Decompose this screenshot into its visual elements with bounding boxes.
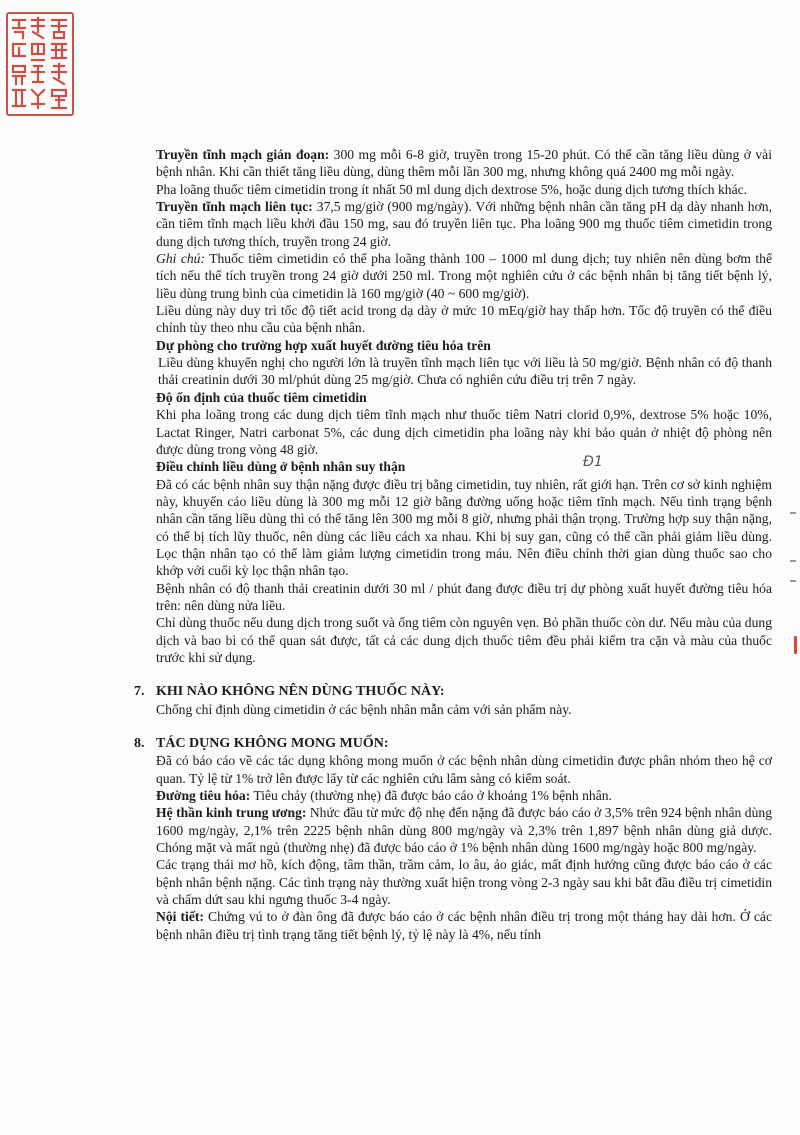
paragraph-text: Chứng vú to ở đàn ông đã được báo cáo ở các bệnh nhân điều trị trong một tháng hay dài hơn. Ở các bệnh nhân điều trị tình trạng tăng tiết bệnh lý, tỷ lệ này là 4%, nếu tính [156, 909, 772, 942]
paragraph-text: 37,5 mg/giờ (900 mg/ngày). Với những bệnh nhân cần tăng pH dạ dày nhanh hơn, cần tiêm tĩnh mạch liều khởi đầu 150 mg, sau đó truyền liên tục. Pha loãng 900 mg thuốc tiêm cimetidin trong dung dịch tương thích, truyền trong 24 giờ. [156, 199, 772, 249]
paragraph-text: Chống chỉ định dùng cimetidin ở các bệnh nhân mẫn cảm với sản phẩm này. [156, 701, 572, 717]
edge-red-mark [794, 636, 797, 654]
paragraph [156, 181, 772, 198]
paragraph-label: Truyền tĩnh mạch gián đoạn: [156, 147, 330, 162]
spacer [156, 666, 772, 683]
paragraph-text: Tiêu chảy (thường nhẹ) đã được báo cáo ở khoảng 1% bệnh nhân. [250, 788, 612, 804]
paragraph [156, 146, 772, 181]
edge-mark [790, 512, 796, 514]
paragraph [156, 787, 772, 804]
subheading: Độ ổn định của thuốc tiêm cimetidin [156, 389, 367, 405]
paragraph-text: 300 mg mỗi 6-8 giờ, truyền trong 15-20 phút. Có thể cần tăng liều dùng ở vài bệnh nhân. Khi cần thiết tăng liều dùng, dùng thêm mỗi lần 300 mg, nhưng không quá 2400 mg mỗi ngày. [156, 147, 772, 180]
paragraph [156, 198, 772, 250]
paragraph-label: Nội tiết: [156, 909, 204, 925]
paragraph-text: Liều dùng khuyến nghị cho người lớn là truyền tĩnh mạch liên tục với liều là 50 mg/giờ. Bệnh nhân có độ thanh thải creatinin dưới 30 ml/phút dùng 25 mg/giờ. Chưa có nghiên cứu điều trị trên 7 ngày. [158, 355, 772, 388]
paragraph-text: Nhức đầu từ mức độ nhẹ đến nặng đã được báo cáo ở 3,5% trên 924 bệnh nhân dùng 1600 mg/ngày, 2,1% trên 2225 bệnh nhân dùng 800 mg/ngày và 2,3% trên 1,897 bệnh nhân dùng giả dược. Chóng mặt và mất ngủ (thường nhẹ) đã được báo cáo ở 1% bệnh nhân dùng 1600 mg/ngày hoặc 800 mg/ngày. [156, 805, 772, 856]
handwritten-mark: Đ1 [583, 454, 603, 470]
paragraph-text: Đã có các bệnh nhân suy thận nặng được điều trị bằng cimetidin, tuy nhiên, rất giới hạn. Trên cơ sở kinh nghiệm này, khuyến cáo liều dùng là 300 mg mỗi 12 giờ bằng đường uống hoặc tiêm tĩnh mạch. Nếu tình trạng bệnh nhân cần tăng liều dùng thì có thể tăng lên 300 mg mỗi 8 giờ, nhưng phải thận trọng. Trường hợp suy thận nặng, có thể bị tích lũy thuốc, nên dùng các liều cách xa nhau. Khi bị suy gan, cũng có thể cần phải giảm liều dùng. Lọc thận nhân tạo có thể làm giảm lượng cimetidin trong máu. Nên điều chỉnh thời gian dùng thuốc sao cho khớp với cuối kỳ lọc thận nhân tạo. [156, 476, 772, 579]
paragraph [156, 250, 772, 302]
paragraph [156, 752, 772, 787]
paragraph-text: Chỉ dùng thuốc nếu dung dịch trong suốt và ống tiêm còn nguyên vẹn. Bỏ phần thuốc còn dư. Nếu màu của dung dịch và bao bì có thể quan sát được, tất cả các dung dịch thuốc tiêm đều phải kiểm tra cặn và màu của thuốc trước khi sử dụng. [156, 615, 772, 665]
paragraph-text: Bệnh nhân có độ thanh thải creatinin dưới 30 ml / phút đang được điều trị dự phòng xuất huyết đường tiêu hóa trên: nên dùng nửa liều. [156, 580, 772, 613]
section-8-title [134, 735, 772, 752]
paragraph-text: Các trạng thái mơ hồ, kích động, tâm thần, trầm cảm, lo âu, ảo giác, mất định hướng cũng được báo cáo ở các bệnh nhân bệnh nặng. Các tình trạng này thường xuất hiện trong vòng 2-3 ngày sau khi bắt đầu điều trị cimetidin và chấm dứt sau khi ngưng thuốc 3-4 ngày. [156, 857, 772, 908]
document-body [134, 146, 772, 943]
paragraph [156, 580, 772, 615]
section-title-text: KHI NÀO KHÔNG NÊN DÙNG THUỐC NÀY: [156, 684, 445, 700]
paragraph [156, 302, 772, 337]
paragraph-text: Đã có báo cáo về các tác dụng không mong muốn ở các bệnh nhân dùng cimetidin được phân nhóm theo hệ cơ quan. Tỷ lệ từ 1% trở lên được lấy từ các nghiên cứu lâm sàng có kiểm soát. [156, 753, 772, 786]
section-title-text: TÁC DỤNG KHÔNG MONG MUỐN: [156, 736, 389, 751]
paragraph [156, 701, 772, 718]
subheading: Điều chỉnh liều dùng ở bệnh nhân suy thận [156, 459, 406, 475]
spacer [156, 718, 772, 735]
paragraph-text: Liều dùng này duy trì tốc độ tiết acid trong dạ dày ở mức 10 mEq/giờ hay thấp hơn. Tốc độ truyền có thể điều chỉnh tùy theo nhu cầu của bệnh nhân. [156, 303, 772, 336]
paragraph [156, 804, 772, 856]
subheading: Dự phòng cho trường hợp xuất huyết đường tiêu hóa trên [156, 337, 491, 353]
paragraph [156, 856, 772, 908]
edge-mark [790, 560, 796, 562]
paragraph [156, 908, 772, 943]
paragraph-text: Pha loãng thuốc tiêm cimetidin trong ít nhất 50 ml dung dịch dextrose 5%, hoặc dung dịch tương thích khác. [156, 181, 748, 197]
paragraph [156, 614, 772, 666]
paragraph-label: Truyền tĩnh mạch liên tục: [156, 199, 313, 215]
paragraph-label: Đường tiêu hóa: [156, 788, 251, 804]
paragraph-text: Thuốc tiêm cimetidin có thể pha loãng thành 100 – 1000 ml dung dịch; tuy nhiên nên dùng bơm thể tích nếu thể tích truyền trong 24 giờ dưới 250 ml. Trong một nghiên cứu ở các bệnh nhân bị tăng tiết bệnh lý, liều dùng trung bình của cimetidin là 160 mg/giờ (40 ~ 600 mg/giờ). [156, 251, 772, 301]
paragraph-text: Khi pha loãng trong các dung dịch tiêm tĩnh mạch như thuốc tiêm Natri clorid 0,9%, dextrose 5% hoặc 10%, Lactat Ringer, Natri carbonat 5%, các dung dịch cimetidin pha loãng này khi bảo quản ở nhiệt độ phòng nên được dùng trong vòng 48 giờ. [156, 407, 772, 457]
paragraph [156, 476, 772, 580]
paragraph [156, 406, 772, 458]
seal-glyphs [8, 14, 72, 114]
section-number: 8. [134, 736, 145, 751]
note-label: Ghi chú: [156, 251, 205, 267]
paragraph [156, 354, 772, 389]
section-number: 7. [134, 684, 145, 700]
red-seal-stamp [6, 12, 74, 116]
section-7-title [134, 683, 772, 700]
paragraph-label: Hệ thần kinh trung ương: [156, 805, 307, 821]
edge-mark [790, 580, 796, 582]
